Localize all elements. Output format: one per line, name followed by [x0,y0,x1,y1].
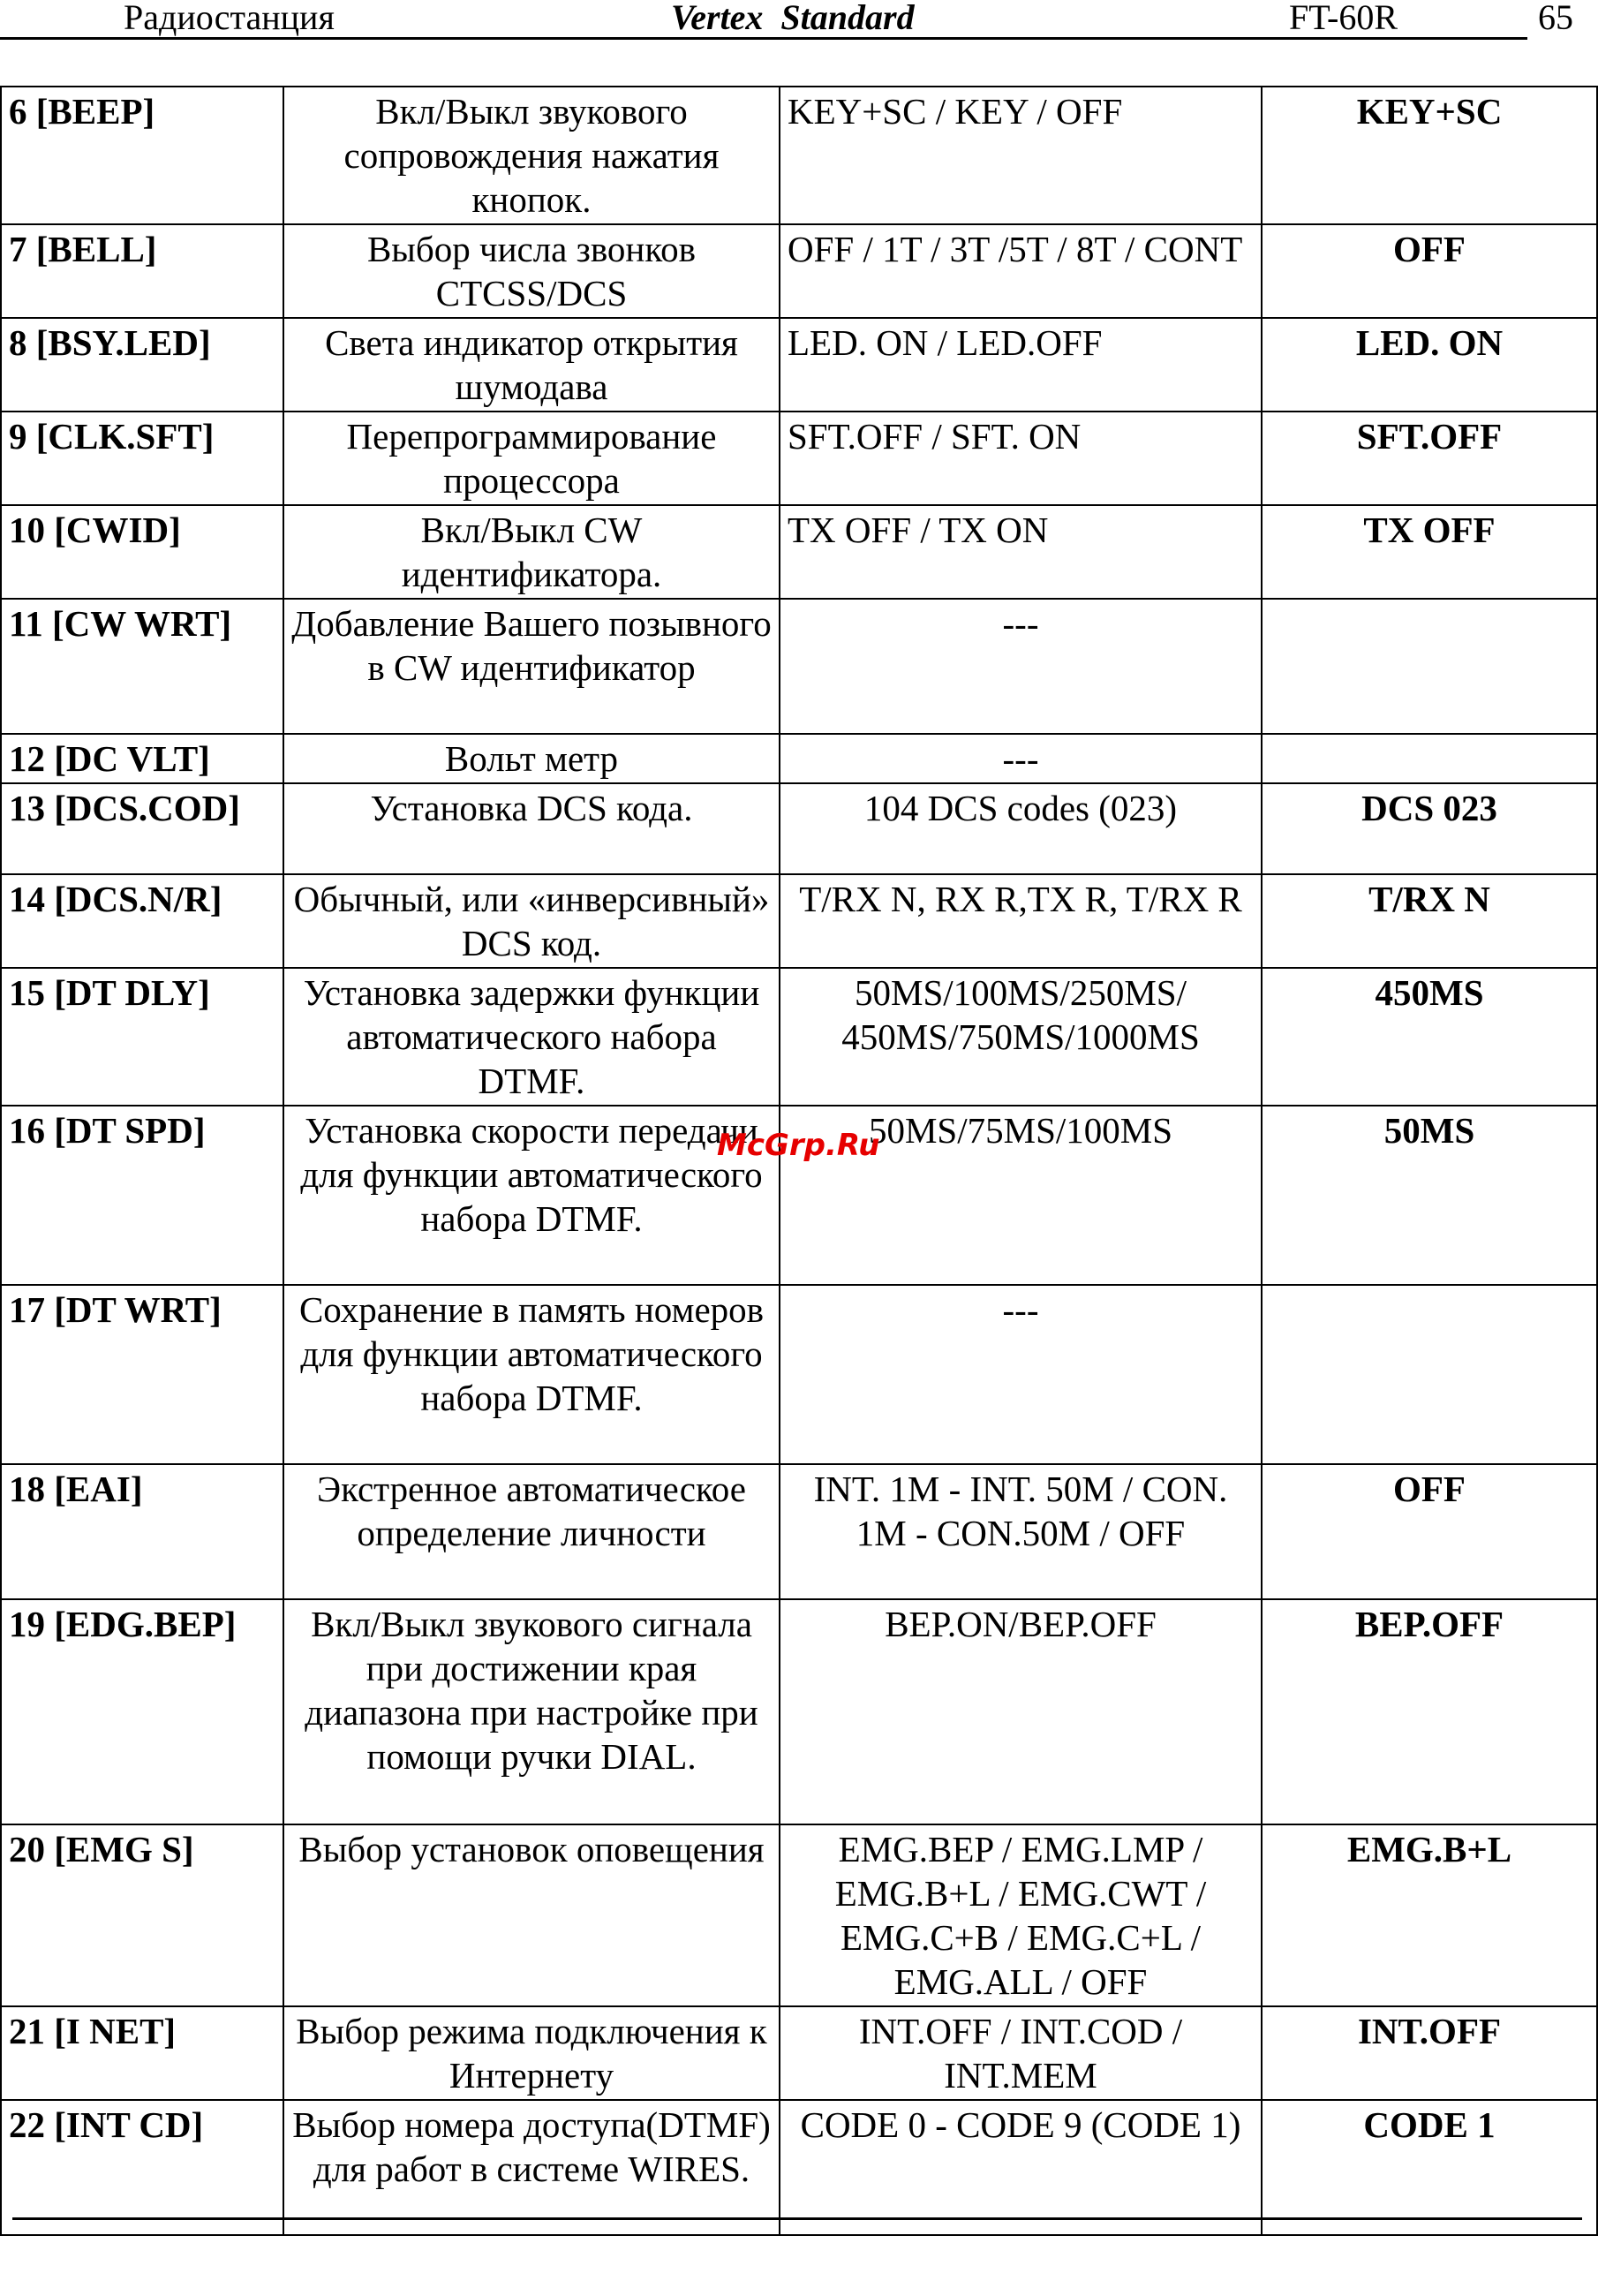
table-row [1,783,1597,874]
table-row [1,412,1597,505]
param-default: TX OFF [1262,505,1597,599]
param-description: Выбор номера доступа(DTMF) для работ в системе WIRES. [283,2100,780,2235]
param-name: 20 [EMG S] [1,1824,283,2006]
param-name: 22 [INT CD] [1,2100,283,2235]
table-row [1,599,1597,734]
footer-divider [12,2217,1582,2220]
header-title: Радиостанция [124,0,335,37]
param-options: BEP.ON/BEP.OFF [780,1599,1262,1824]
table-row [1,505,1597,599]
param-description: Вкл/Выкл CW идентификатора. [283,505,780,599]
page-number: 65 [1538,0,1573,37]
param-name: 19 [EDG.BEP] [1,1599,283,1824]
param-name: 21 [I NET] [1,2006,283,2100]
param-default: CODE 1 [1262,2100,1597,2235]
param-default: T/RX N [1262,874,1597,968]
table-row [1,318,1597,412]
param-default: OFF [1262,224,1597,318]
param-name: 11 [CW WRT] [1,599,283,734]
param-description: Перепрограммирование процессора [283,412,780,505]
table-row [1,1824,1597,2006]
param-name: 12 [DC VLT] [1,734,283,783]
param-name: 14 [DCS.N/R] [1,874,283,968]
header-model: FT-60R [1289,0,1398,37]
table-row [1,1464,1597,1599]
param-description: Вкл/Выкл звукового сопровождения нажатия кнопок. [283,87,780,224]
param-description: Вольт метр [283,734,780,783]
param-options: INT. 1M - INT. 50M / CON. 1M - CON.50M / OFF [780,1464,1262,1599]
param-options: OFF / 1T / 3T /5T / 8T / CONT [780,224,1262,318]
param-options: --- [780,734,1262,783]
header-brand: Vertex Standard [671,0,915,37]
param-options: INT.OFF / INT.COD / INT.MEM [780,2006,1262,2100]
param-description: Экстренное автоматическое определение личности [283,1464,780,1599]
param-name: 18 [EAI] [1,1464,283,1599]
param-default: INT.OFF [1262,2006,1597,2100]
param-default: DCS 023 [1262,783,1597,874]
param-options: 50MS/100MS/250MS/ 450MS/750MS/1000MS [780,968,1262,1106]
param-name: 10 [CWID] [1,505,283,599]
table-row [1,1599,1597,1824]
param-description: Обычный, или «инверсивный» DCS код. [283,874,780,968]
table-row [1,87,1597,224]
param-description: Установка задержки функции автоматического набора DTMF. [283,968,780,1106]
param-default [1262,734,1597,783]
param-name: 13 [DCS.COD] [1,783,283,874]
param-name: 7 [BELL] [1,224,283,318]
param-description: Установка скорости передачи для функции автоматического набора DTMF. [283,1106,780,1285]
table-row [1,2100,1597,2235]
param-default: OFF [1262,1464,1597,1599]
table-row [1,224,1597,318]
param-options: TX OFF / TX ON [780,505,1262,599]
param-default: 50MS [1262,1106,1597,1285]
param-options: KEY+SC / KEY / OFF [780,87,1262,224]
param-name: 6 [BEEP] [1,87,283,224]
param-default: 450MS [1262,968,1597,1106]
param-name: 16 [DT SPD] [1,1106,283,1285]
param-default [1262,599,1597,734]
table-row [1,734,1597,783]
param-description: Вкл/Выкл звукового сигнала при достижении края диапазона при настройке при помощи ручки DIAL. [283,1599,780,1824]
param-default [1262,1285,1597,1464]
param-options: T/RX N, RX R,TX R, T/RX R [780,874,1262,968]
table-row [1,1285,1597,1464]
page-header [0,0,1598,44]
param-default: SFT.OFF [1262,412,1597,505]
watermark: McGrp.Ru [717,1128,880,1163]
param-description: Установка DCS кода. [283,783,780,874]
param-description: Выбор числа звонков CTCSS/DCS [283,224,780,318]
param-default: BEP.OFF [1262,1599,1597,1824]
param-options: 104 DCS codes (023) [780,783,1262,874]
param-description: Добавление Вашего позывного в CW идентификатор [283,599,780,734]
param-name: 8 [BSY.LED] [1,318,283,412]
param-description: Выбор установок оповещения [283,1824,780,2006]
param-description: Выбор режима подключения к Интернету [283,2006,780,2100]
param-default: KEY+SC [1262,87,1597,224]
param-description: Сохранение в память номеров для функции автоматического набора DTMF. [283,1285,780,1464]
table-row [1,2006,1597,2100]
table-row [1,968,1597,1106]
param-options: --- [780,1285,1262,1464]
param-options: EMG.BEP / EMG.LMP / EMG.B+L / EMG.CWT / EMG.C+B / EMG.C+L / EMG.ALL / OFF [780,1824,1262,2006]
param-options: 50MS/75MS/100MS [780,1106,1262,1285]
param-name: 17 [DT WRT] [1,1285,283,1464]
param-default: LED. ON [1262,318,1597,412]
param-name: 9 [CLK.SFT] [1,412,283,505]
param-name: 15 [DT DLY] [1,968,283,1106]
param-description: Света индикатор открытия шумодава [283,318,780,412]
table-row [1,874,1597,968]
param-options: SFT.OFF / SFT. ON [780,412,1262,505]
param-options: CODE 0 - CODE 9 (CODE 1) [780,2100,1262,2235]
header-divider [0,37,1527,40]
param-options: LED. ON / LED.OFF [780,318,1262,412]
param-default: EMG.B+L [1262,1824,1597,2006]
param-options: --- [780,599,1262,734]
